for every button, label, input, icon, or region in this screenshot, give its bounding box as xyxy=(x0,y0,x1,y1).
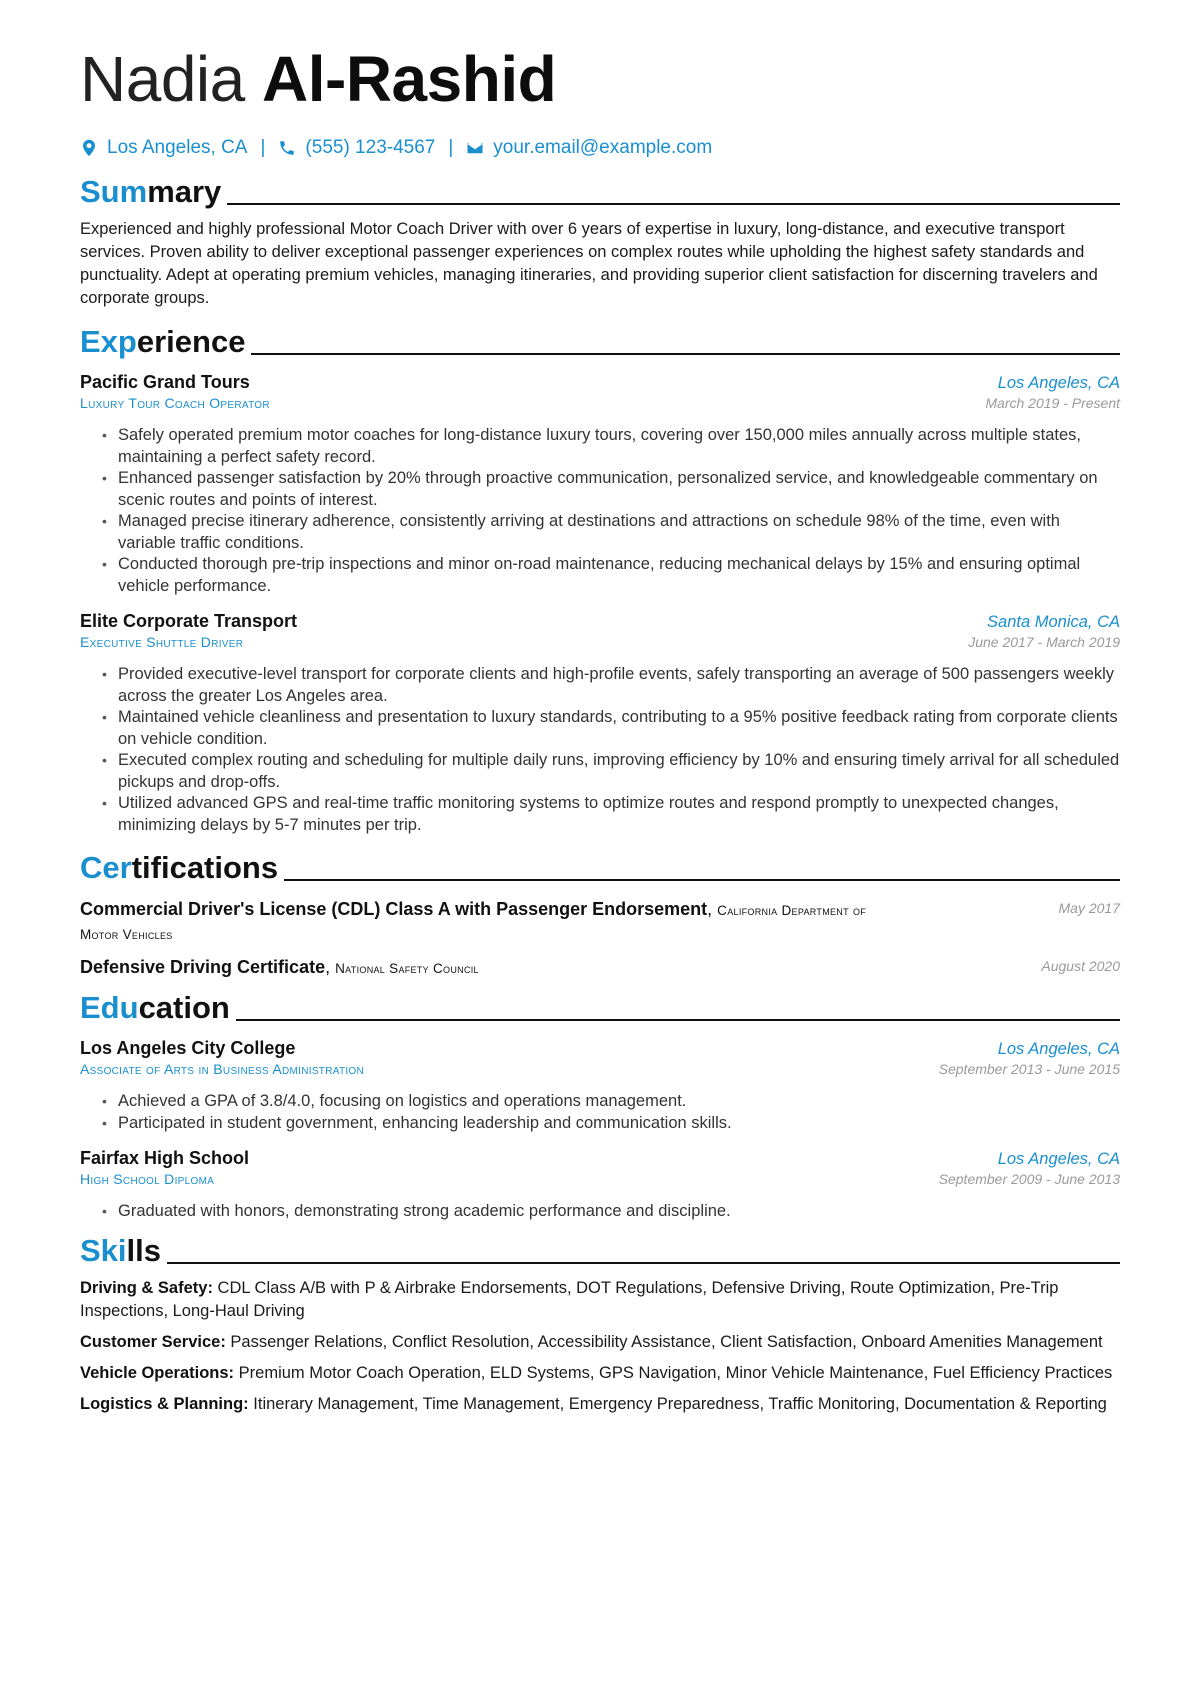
study-dates: September 2009 - June 2013 xyxy=(938,1171,1120,1187)
achievement-list xyxy=(80,664,1120,836)
employer-name: Elite Corporate Transport xyxy=(80,611,298,631)
education-highlights xyxy=(80,1091,1120,1134)
contact-separator: | xyxy=(260,137,266,158)
section-title xyxy=(80,1233,161,1269)
contact-separator: | xyxy=(448,137,454,158)
certification-issuer: California Department of Motor Vehicles xyxy=(80,903,867,942)
achievement-item: • Executed complex routing and scheduling for multiple daily runs, improving efficiency by 10% and ensuring timely arrival for all scheduled pickups and drop-offs. xyxy=(80,750,1120,793)
education-entry xyxy=(80,1038,1120,1134)
achievement-item: • Conducted thorough pre-trip inspections and minor on-road maintenance, reducing mechanical delays by 15% and ensuring optimal vehicle performance. xyxy=(80,554,1120,597)
degree-name: Associate of Arts in Business Administration xyxy=(80,1061,365,1077)
location-text: Los Angeles, CA xyxy=(107,137,248,158)
highlight-item: • Participated in student government, enhancing leadership and communication skills. xyxy=(80,1113,1120,1135)
title-accent: Edu xyxy=(80,990,139,1025)
section-skills-heading xyxy=(80,1231,1120,1269)
resume-content xyxy=(80,38,1120,1416)
certification-issuer: National Safety Council xyxy=(335,961,479,976)
title-rest: mary xyxy=(147,174,222,209)
skill-category: Vehicle Operations: xyxy=(80,1363,235,1382)
title-rest: cation xyxy=(138,990,230,1025)
envelope-icon xyxy=(466,139,484,157)
achievement-item: • Safely operated premium motor coaches for long-distance luxury tours, covering over 150,000 miles annually across multiple states, maintaining a perfect safety record. xyxy=(80,425,1120,468)
skill-group xyxy=(80,1277,1120,1323)
section-rule xyxy=(284,879,1120,881)
candidate-name xyxy=(80,38,1120,120)
achievement-item: • Enhanced passenger satisfaction by 20% through proactive communication, personalized service, and knowledgeable commentary on scenic routes and points of interest. xyxy=(80,468,1120,511)
section-rule xyxy=(227,203,1120,205)
certification-date: August 2020 xyxy=(1041,958,1120,974)
title-rest: lls xyxy=(126,1232,161,1268)
summary-text: Experienced and highly professional Motor Coach Driver with over 6 years of expertise in luxury, long-distance, and executive transport services. Proven ability to deliver exceptional passenger experiences on complex routes while upholding the highest safety standards and punctuality. Adept at operating premium vehicles, managing itineraries, and providing superior client satisfaction for discerning travelers and corporate groups. xyxy=(80,220,1098,307)
map-pin-icon xyxy=(80,139,98,157)
school-name: Los Angeles City College xyxy=(80,1038,296,1058)
job-dates: March 2019 - Present xyxy=(985,395,1120,411)
achievement-item: • Maintained vehicle cleanliness and presentation to luxury standards, contributing to a 95% positive feedback rating from corporate clients on vehicle condition. xyxy=(80,707,1120,750)
study-dates: September 2013 - June 2015 xyxy=(938,1061,1120,1077)
degree-name: High School Diploma xyxy=(80,1171,215,1187)
education-highlights xyxy=(80,1201,1120,1223)
contact-phone[interactable] xyxy=(278,137,435,159)
job-title: Luxury Tour Coach Operator xyxy=(80,395,270,411)
contact-email[interactable] xyxy=(466,137,712,159)
first-name: Nadia xyxy=(80,43,245,115)
section-education-heading xyxy=(80,988,1120,1026)
skill-list: Premium Motor Coach Operation, ELD Systems, GPS Navigation, Minor Vehicle Maintenance, Fuel Efficiency Practices xyxy=(238,1363,1113,1382)
employer-name: Pacific Grand Tours xyxy=(80,372,250,392)
highlight-item: • Achieved a GPA of 3.8/4.0, focusing on logistics and operations management. xyxy=(80,1091,1120,1113)
section-title xyxy=(80,174,221,210)
certification-name: Commercial Driver's License (CDL) Class A with Passenger Endorsement xyxy=(80,899,708,919)
achievement-list xyxy=(80,425,1120,597)
certification-item: Defensive Driving Certificate, National Safety Council August 2020 xyxy=(80,956,1120,980)
school-name: Fairfax High School xyxy=(80,1148,250,1168)
achievement-item: • Utilized advanced GPS and real-time traffic monitoring systems to optimize routes and respond promptly to unexpected changes, minimizing delays by 5-7 minutes per trip. xyxy=(80,793,1120,836)
skill-list: Passenger Relations, Conflict Resolution, Accessibility Assistance, Client Satisfaction, Onboard Amenities Management xyxy=(230,1332,1103,1351)
skill-category: Logistics & Planning: xyxy=(80,1394,249,1413)
job-location: Los Angeles, CA xyxy=(997,374,1120,392)
job-location: Santa Monica, CA xyxy=(987,613,1120,631)
title-rest: tifications xyxy=(131,850,279,885)
school-location: Los Angeles, CA xyxy=(997,1150,1120,1168)
section-title xyxy=(80,990,230,1026)
section-rule xyxy=(236,1019,1120,1021)
section-title xyxy=(80,850,278,886)
education-entry xyxy=(80,1148,1120,1223)
certification-date: May 2017 xyxy=(1058,900,1120,916)
skill-group xyxy=(80,1362,1120,1385)
section-rule xyxy=(251,353,1120,355)
contact-bar xyxy=(80,134,1120,162)
title-accent: Exp xyxy=(80,324,137,359)
skill-list: Itinerary Management, Time Management, Emergency Preparedness, Traffic Monitoring, Documentation & Reporting xyxy=(253,1394,1107,1413)
achievement-item: • Provided executive-level transport for corporate clients and high-profile events, safely transporting an average of 500 passengers weekly across the greater Los Angeles area. xyxy=(80,664,1120,707)
achievement-item: • Managed precise itinerary adherence, consistently arriving at destinations and attractions on schedule 98% of the time, even with variable traffic conditions. xyxy=(80,511,1120,554)
job-dates: June 2017 - March 2019 xyxy=(968,634,1120,650)
certification-name: Defensive Driving Certificate xyxy=(80,957,326,977)
certification-item: Commercial Driver's License (CDL) Class A with Passenger Endorsement, California Department of Motor Vehicles May 2017 xyxy=(80,898,1120,946)
title-accent: Ski xyxy=(80,1232,127,1268)
skill-group xyxy=(80,1331,1120,1354)
email-text: your.email@example.com xyxy=(493,137,713,158)
skill-category: Driving & Safety: xyxy=(80,1278,213,1297)
phone-icon xyxy=(278,139,296,157)
last-name: Al-Rashid xyxy=(262,43,557,115)
skill-category: Customer Service: xyxy=(80,1332,226,1351)
section-summary-heading xyxy=(80,172,1120,210)
skill-group xyxy=(80,1393,1120,1416)
job-title: Executive Shuttle Driver xyxy=(80,634,244,650)
contact-location xyxy=(80,137,247,159)
section-rule xyxy=(167,1262,1120,1264)
section-experience-heading xyxy=(80,322,1120,360)
highlight-item: • Graduated with honors, demonstrating strong academic performance and discipline. xyxy=(80,1201,1120,1223)
school-location: Los Angeles, CA xyxy=(997,1040,1120,1058)
title-accent: Sum xyxy=(80,174,148,209)
experience-entry xyxy=(80,611,1120,836)
experience-entry xyxy=(80,372,1120,597)
section-title xyxy=(80,324,245,360)
title-rest: erience xyxy=(136,324,246,359)
phone-text: (555) 123-4567 xyxy=(305,137,436,158)
title-accent: Cer xyxy=(80,850,132,885)
section-certifications-heading xyxy=(80,848,1120,886)
skill-list: CDL Class A/B with P & Airbrake Endorsements, DOT Regulations, Defensive Driving, Route Optimization, Pre-Trip Inspections, Long-Haul Driving xyxy=(80,1278,1059,1320)
